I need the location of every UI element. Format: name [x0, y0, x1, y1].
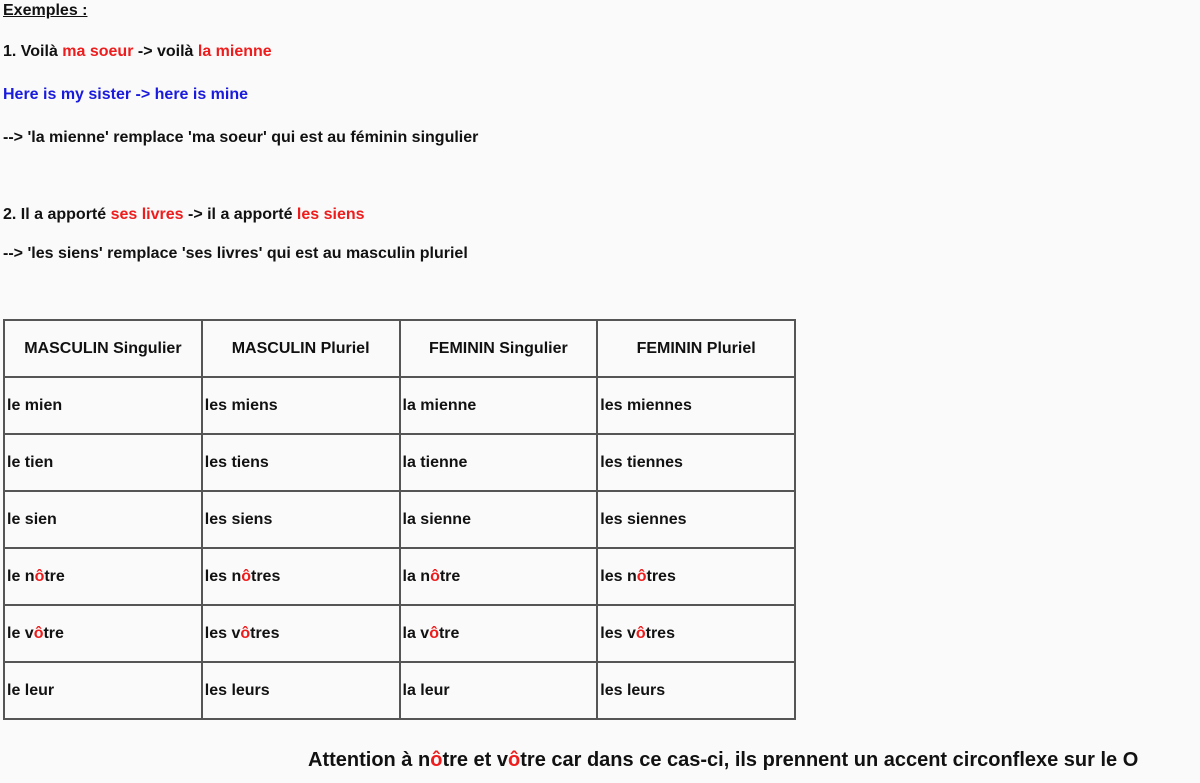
- accent-letter: ô: [241, 567, 251, 585]
- table-cell: [400, 491, 598, 548]
- example-1-highlight-b: la mienne: [197, 43, 272, 60]
- example-2-text-a: 2. Il a apporté: [3, 206, 111, 223]
- cell-text-end: tre: [439, 567, 461, 585]
- table-cell: [202, 377, 400, 434]
- cell-text: le n: [7, 567, 35, 585]
- cell-text-end: tres: [251, 567, 281, 585]
- table-cell: [202, 491, 400, 548]
- example-1-sentence: [3, 43, 272, 61]
- table-cell: [400, 605, 598, 662]
- example-2-text-b: -> il a apporté: [183, 206, 297, 223]
- cell-text: la mienne: [402, 396, 477, 414]
- cell-text: les v: [204, 624, 241, 642]
- table-row: [4, 605, 795, 662]
- cell-text: les n: [204, 567, 242, 585]
- cell-text-end: tres: [250, 624, 280, 642]
- accent-letter: ô: [508, 749, 521, 771]
- table-row: [4, 548, 795, 605]
- table-row: [4, 491, 795, 548]
- table-cell: [202, 434, 400, 491]
- table-cell: [597, 548, 795, 605]
- table-cell: [4, 605, 202, 662]
- cell-text: les tiennes: [600, 453, 683, 471]
- accent-letter: ô: [430, 567, 440, 585]
- table-cell: [4, 491, 202, 548]
- cell-text: la tienne: [402, 453, 468, 471]
- accent-letter: ô: [636, 567, 647, 585]
- cell-text: les v: [600, 624, 636, 642]
- table-cell: [202, 605, 400, 662]
- cell-text: les n: [600, 567, 637, 585]
- example-2-highlight-b: les siens: [296, 206, 365, 223]
- cell-text: le tien: [7, 453, 54, 471]
- example-2-sentence: [3, 206, 365, 224]
- accent-letter: ô: [33, 624, 44, 642]
- header-masculin-pluriel: MASCULIN Pluriel: [202, 320, 400, 377]
- cell-text: le mien: [7, 396, 63, 414]
- table-cell: [4, 548, 202, 605]
- cell-text-end: tres: [645, 624, 675, 642]
- example-1-note: --> 'la mienne' remplace 'ma soeur' qui est au féminin singulier: [3, 129, 479, 146]
- accent-letter: ô: [430, 749, 443, 771]
- cell-text: les siennes: [600, 510, 687, 528]
- example-1-text-b: -> voilà: [133, 43, 198, 60]
- example-2-highlight-a: ses livres: [110, 206, 184, 223]
- attention-note: [308, 749, 1138, 772]
- example-1-text-a: 1. Voilà: [3, 43, 63, 60]
- accent-letter: ô: [34, 567, 45, 585]
- cell-text: les tiens: [204, 453, 269, 471]
- cell-text-end: tre: [43, 624, 64, 642]
- accent-letter: ô: [635, 624, 646, 642]
- example-1-translation: Here is my sister -> here is mine: [3, 86, 249, 103]
- possessive-pronouns-table: [3, 319, 796, 720]
- table-cell: [400, 377, 598, 434]
- cell-text: les miennes: [600, 396, 692, 414]
- example-1-highlight-a: ma soeur: [62, 43, 134, 60]
- cell-text: les miens: [204, 396, 278, 414]
- accent-letter: ô: [429, 624, 439, 642]
- table-cell: [597, 434, 795, 491]
- cell-text: la leur: [402, 681, 450, 699]
- cell-text: la sienne: [402, 510, 471, 528]
- table-cell: [202, 548, 400, 605]
- cell-text-end: tre: [44, 567, 65, 585]
- header-feminin-singulier: FEMININ Singulier: [400, 320, 598, 377]
- cell-text: les leurs: [204, 681, 270, 699]
- accent-letter: ô: [240, 624, 251, 642]
- table-row: [4, 434, 795, 491]
- cell-text: les siens: [204, 510, 273, 528]
- attention-text-1: Attention à n: [308, 749, 431, 771]
- cell-text: la v: [402, 624, 430, 642]
- table-cell: [400, 548, 598, 605]
- header-masculin-singulier: MASCULIN Singulier: [4, 320, 202, 377]
- attention-text-2: tre et v: [442, 749, 509, 771]
- cell-text: le leur: [7, 681, 55, 699]
- table-cell: [400, 434, 598, 491]
- cell-text: la n: [402, 567, 431, 585]
- cell-text: le v: [7, 624, 34, 642]
- cell-text-end: tre: [438, 624, 460, 642]
- header-feminin-pluriel: FEMININ Pluriel: [597, 320, 795, 377]
- table-header-row: [4, 320, 795, 377]
- cell-text: le sien: [7, 510, 57, 528]
- table-cell: [4, 377, 202, 434]
- table-cell: [597, 605, 795, 662]
- table-cell: [400, 662, 598, 719]
- cell-text-end: tres: [646, 567, 676, 585]
- example-2-note: --> 'les siens' remplace 'ses livres' qui est au masculin pluriel: [3, 245, 468, 262]
- table-row: [4, 662, 795, 719]
- examples-heading: Exemples :: [3, 2, 88, 19]
- table-cell: [597, 377, 795, 434]
- attention-text-3: tre car dans ce cas-ci, ils prennent un accent circonflexe sur le O: [520, 749, 1139, 771]
- table-cell: [597, 662, 795, 719]
- table-cell: [597, 491, 795, 548]
- table-cell: [4, 662, 202, 719]
- cell-text: les leurs: [600, 681, 666, 699]
- table-row: [4, 377, 795, 434]
- table-cell: [4, 434, 202, 491]
- table-cell: [202, 662, 400, 719]
